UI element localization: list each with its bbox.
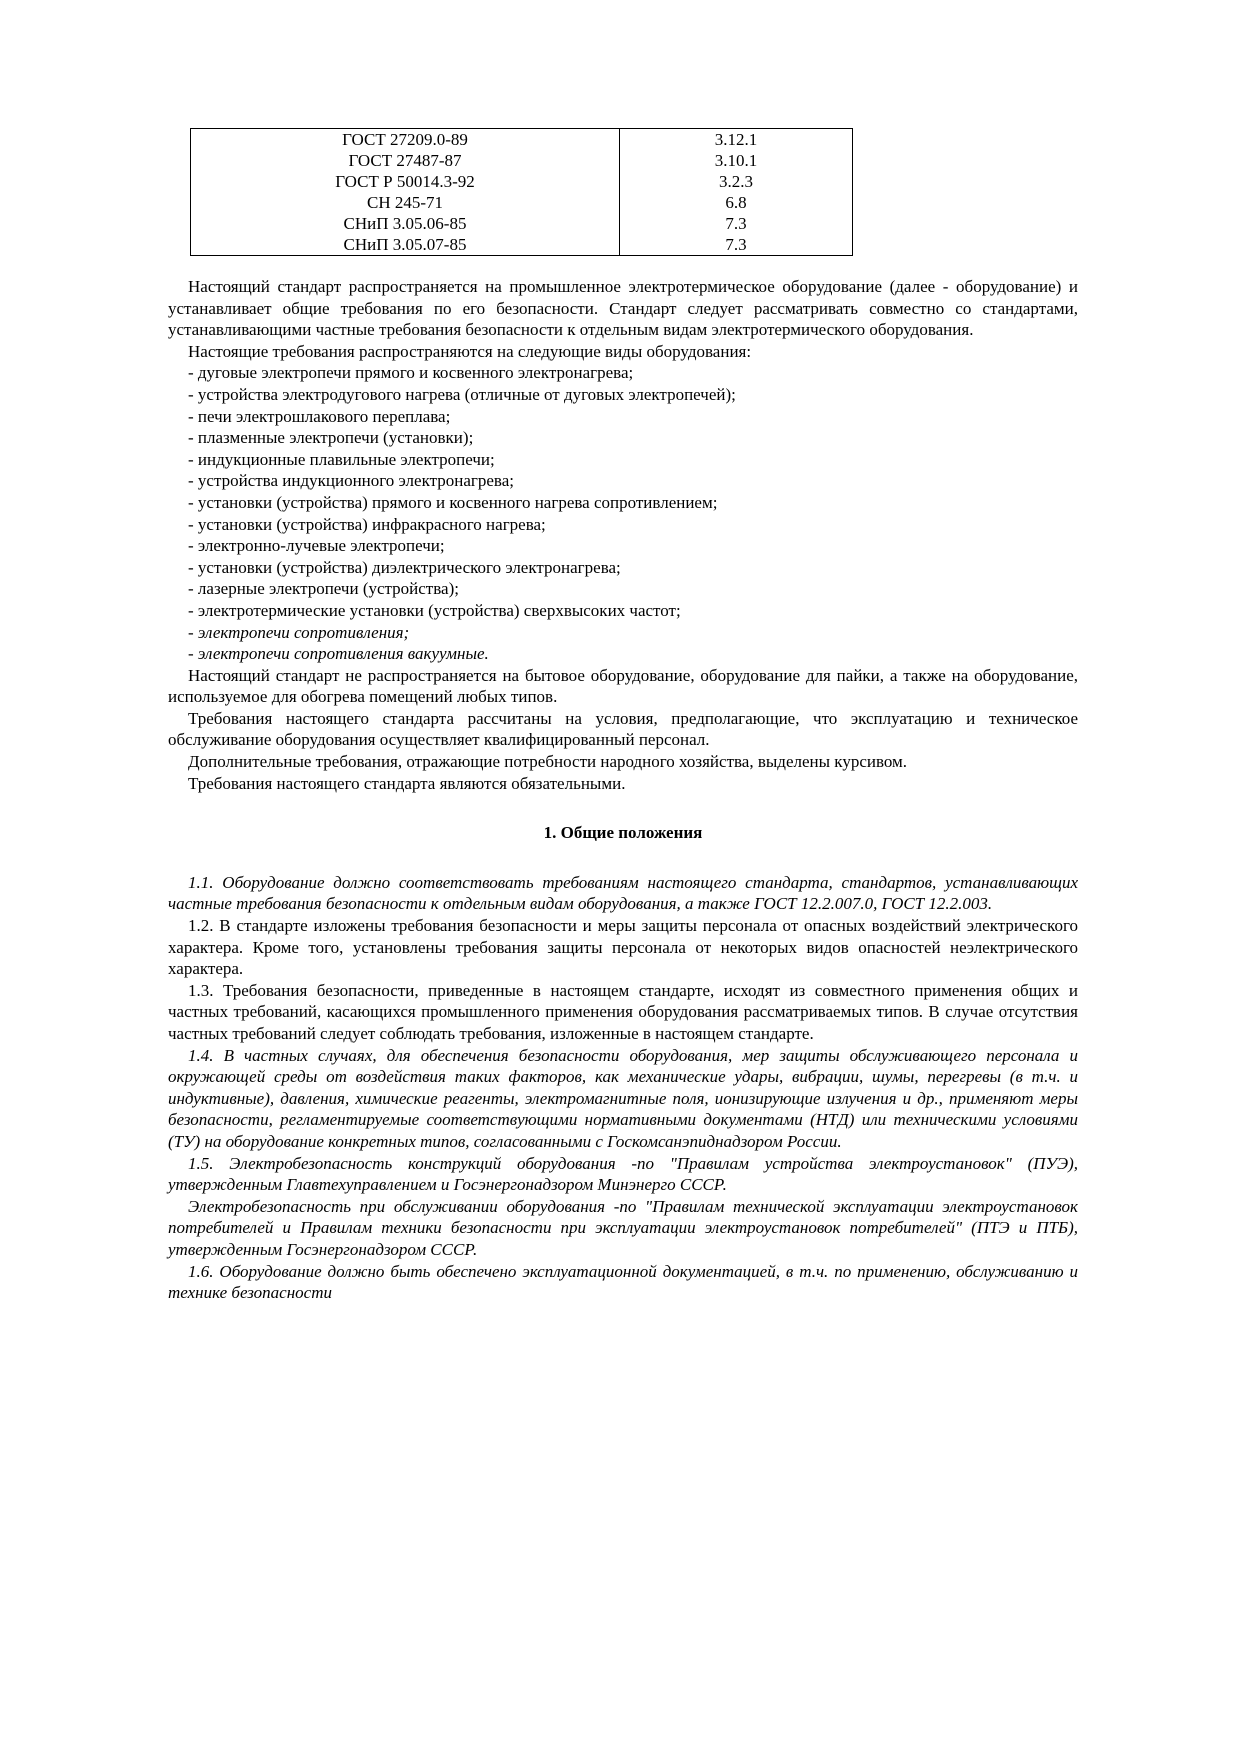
list-item: - электротермические установки (устройства) сверхвысоких частот; <box>188 600 681 620</box>
clause-1-6: 1.6. Оборудование должно быть обеспечено эксплуатационной документацией, в т.ч. по применению, обслуживанию и технике безопасности <box>168 1261 1078 1303</box>
list-item: - лазерные электропечи (устройства); <box>188 579 459 599</box>
standard-ref: ГОСТ 27209.0-89 <box>191 129 620 151</box>
list-item: - устройства индукционного электронагрева; <box>188 471 514 491</box>
standard-ref: ГОСТ 27487-87 <box>191 150 620 171</box>
scope-paragraph-4: Требования настоящего стандарта рассчитаны на условия, предполагающие, что эксплуатацию и техническое обслуживание оборудования осуществляет квалифицированный персонал. <box>168 708 1078 750</box>
clause-1-1: 1.1. Оборудование должно соответствовать требованиям настоящего стандарта, стандартов, устанавливающих частные требования безопасности к отдельным видам оборудования, а также ГОСТ 12.2.007.0, ГОСТ 12.2.003. <box>168 872 1078 914</box>
scope-paragraph-3: Настоящий стандарт не распространяется на бытовое оборудование, оборудование для пайки, а также на оборудование, используемое для обогрева помещений любых типов. <box>168 665 1078 707</box>
list-item: - установки (устройства) диэлектрического электронагрева; <box>188 557 621 577</box>
clause-1-3: 1.3. Требования безопасности, приведенные в настоящем стандарте, исходят из совместного применения общих и частных требований, касающихся промышленного применения оборудования рассматриваемых типов. В случае отсутствия частных требований следует соблюдать требования, изложенные в настоящем стандарте. <box>168 980 1078 1043</box>
table-row <box>191 150 853 171</box>
list-item: - устройства электродугового нагрева (отличные от дуговых электропечей); <box>188 384 736 404</box>
table-row <box>191 234 853 256</box>
section-number: 3.12.1 <box>714 130 758 149</box>
standard-ref: СНиП 3.05.06-85 <box>191 213 620 234</box>
section-number: 6.8 <box>725 193 747 212</box>
list-item: - электронно-лучевые электропечи; <box>188 536 445 556</box>
standard-ref: ГОСТ Р 50014.3-92 <box>191 171 620 192</box>
list-item: - установки (устройства) инфракрасного нагрева; <box>188 514 546 534</box>
standard-ref: СНиП 3.05.07-85 <box>191 234 620 256</box>
list-item: - установки (устройства) прямого и косвенного нагрева сопротивлением; <box>188 492 718 512</box>
table-row <box>191 192 853 213</box>
list-item: - печи электрошлакового переплава; <box>188 406 451 426</box>
list-item: - дуговые электропечи прямого и косвенного электронагрева; <box>188 363 634 383</box>
list-item: - индукционные плавильные электропечи; <box>188 449 495 469</box>
standard-ref: СН 245-71 <box>191 192 620 213</box>
scope-paragraph-5: Дополнительные требования, отражающие потребности народного хозяйства, выделены курсивом. <box>188 752 908 772</box>
table-row <box>191 129 853 151</box>
list-item: - плазменные электропечи (установки); <box>188 428 474 448</box>
section-heading: 1. Общие положения <box>543 823 703 843</box>
section-number: 3.10.1 <box>714 151 758 170</box>
list-item: - электропечи сопротивления вакуумные. <box>188 644 489 664</box>
clause-1-4: 1.4. В частных случаях, для обеспечения безопасности оборудования, мер защиты обслуживающего персонала и окружающей среды от воздействия таких факторов, как механические удары, вибрации, шумы, перегревы (в т.ч. и индуктивные), давления, химические реагенты, электромагнитные поля, ионизирующие излучения и др., применяют меры безопасности, регламентируемые соответствующими нормативными документами (НТД) или техническими условиями (ТУ) на оборудование конкретных типов, согласованными с Госкомсанэпиднадзором России. <box>168 1045 1078 1151</box>
clause-1-5-a: 1.5. Электробезопасность конструкций оборудования -по "Правилам устройства электроустановок" (ПУЭ), утвержденным Главтехуправлением и Госэнергонадзором Минэнерго СССР. <box>168 1153 1078 1195</box>
equipment-type-list <box>168 362 1078 664</box>
standards-reference-table <box>190 128 853 256</box>
section-number: 7.3 <box>725 214 747 233</box>
table-row <box>191 171 853 192</box>
section-number: 3.2.3 <box>719 172 753 191</box>
clause-1-5-b: Электробезопасность при обслуживании оборудования -по "Правилам технической эксплуатации электроустановок потребителей и Правилам техники безопасности при эксплуатации электроустановок потребителей" (ПТЭ и ПТБ), утвержденным Госэнергонадзором СССР. <box>168 1196 1078 1259</box>
scope-paragraph-1: Настоящий стандарт распространяется на промышленное электротермическое оборудование (далее - оборудование) и устанавливает общие требования по его безопасности. Стандарт следует рассматривать совместно со стандартами, устанавливающими частные требования безопасности к отдельным видам электротермического оборудования. <box>168 277 1078 340</box>
list-item: - электропечи сопротивления; <box>188 622 410 642</box>
scope-paragraph-2: Настоящие требования распространяются на следующие виды оборудования: <box>188 341 752 361</box>
table-row <box>191 213 853 234</box>
clause-1-2: 1.2. В стандарте изложены требования безопасности и меры защиты персонала от опасных воздействий электрического характера. Кроме того, установлены требования защиты персонала от некоторых видов опасностей неэлектрического характера. <box>168 916 1078 979</box>
scope-paragraph-6: Требования настоящего стандарта являются обязательными. <box>188 773 626 793</box>
section-number: 7.3 <box>725 235 747 254</box>
